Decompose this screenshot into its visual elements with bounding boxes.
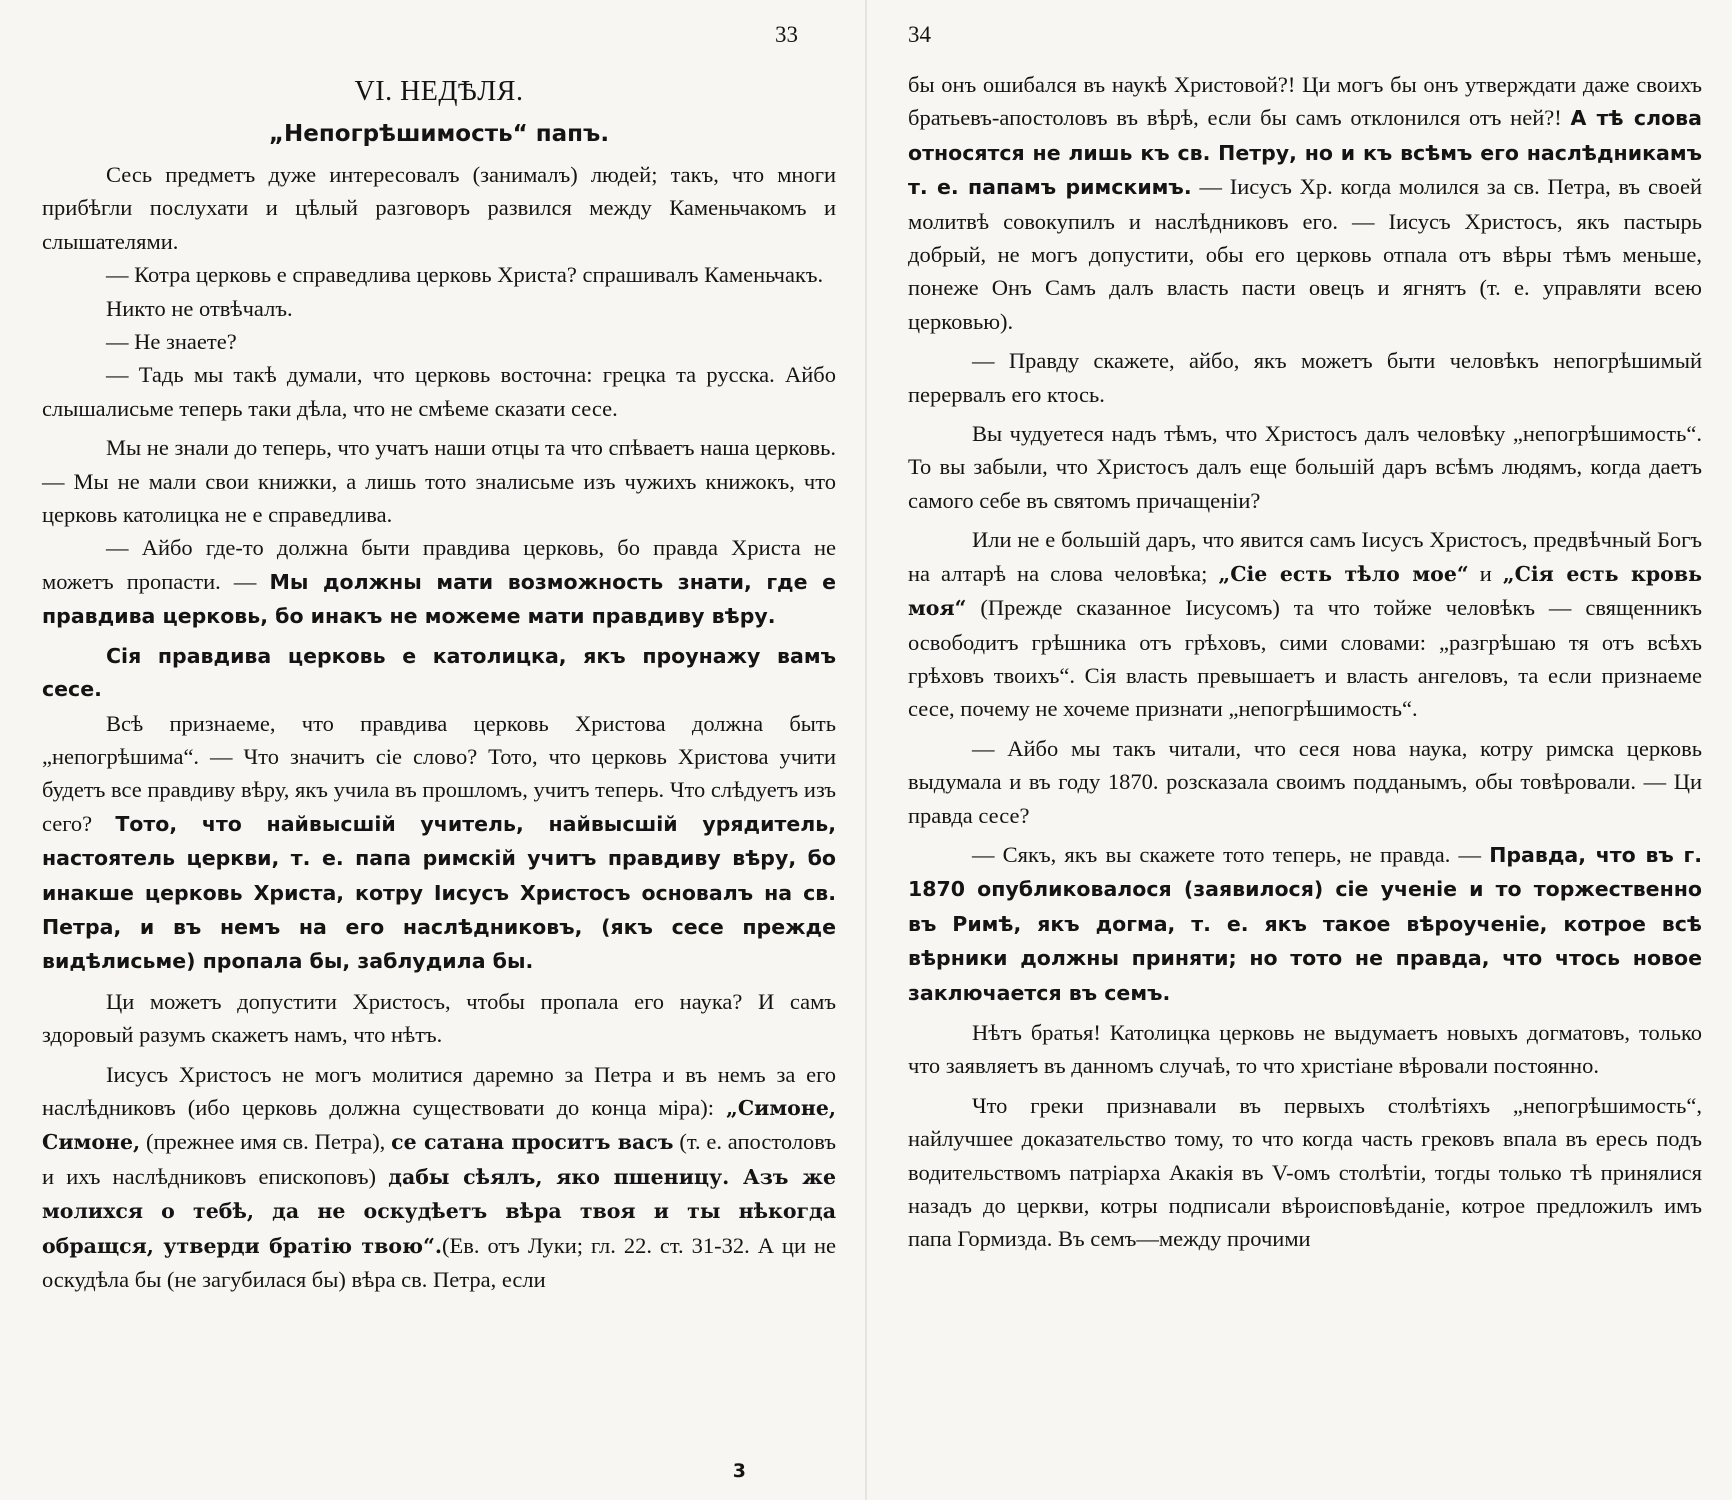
paragraph: Нѣтъ братья! Католицка церковь не выдумаетъ новыхъ догматовъ, только что заявляетъ въ данномъ случаѣ, то что христіане вѣровали постоянно. [908,1019,1702,1079]
text-run: (прежнее имя св. Петра), [146,1129,386,1155]
bold-text-run: Тото, что найвысшій учитель, найвысшій урядитель, настоятель церкви, т. е. папа римскій учитъ правдиву вѣру, бо инакше церковь Христа, котру Іисусъ Христосъ основалъ на св. Петра, и въ немъ на его наслѣдниковъ, (якъ сесе прежде видѣлисьме) пропала бы, заблудила бы. [42,811,836,974]
text-run: Іисусъ Христосъ не могъ молитися даремно за Петра и въ немъ за его наслѣдниковъ (ибо церковь должна существовати до конца міра): [42,1061,836,1120]
bold-text-run: А тѣ слова относятся не лишь къ св. Петру, но и къ всѣмъ его наслѣдникамъ т. е. папамъ римскимъ. [908,106,1702,200]
signature-mark: 3 [732,1460,746,1482]
paragraph: — Айбо мы такъ читали, что сеся нова наука, котру римска церковь выдумала и въ году 1870. розсказала своимъ подданымъ, обы товѣровали. — Ци правда сесе? [908,735,1702,828]
paragraph [908,68,1702,338]
paragraph [42,531,836,633]
paragraph: Что греки признавали въ первыхъ столѣтіяхъ „непогрѣшимость“, найлучшее доказательство тому, то что когда часть грековъ впала въ ересь подъ водительствомъ патріарха Акакія въ V-омъ столѣтіи, тогды только тѣ принялися назадъ до церкви, котры подписали вѣроисповѣданіе, котрое предложилъ имъ папа Гормизда. Въ семъ—между прочими [908,1092,1702,1252]
text-run: (Прежде сказанное Іисусомъ) та что тойже человѣкъ — священникъ освободитъ грѣшника отъ грѣховъ, сими словами: „разгрѣшаю тя отъ всѣхъ грѣховъ твоихъ“. Сія власть превышаетъ и власть ангеловъ, та если признаеме сесе, почему не хочеме признати „непогрѣшимость“. [908,595,1703,722]
paragraph: Вы чудуетеся надъ тѣмъ, что Христосъ далъ человѣку „непогрѣшимость“. То вы забыли, что Христосъ далъ еще большій даръ всѣмъ людямъ, когда даетъ самого себе въ святомъ причащеніи? [908,421,1702,513]
church-slavonic-quote: се сатана проситъ васъ [391,1130,674,1155]
paragraph: Мы не знали до теперь, что учатъ наши отцы та что спѣваетъ наша церковь. — Мы не мали свои книжки, а лишь тото зналисьме изъ чужихъ книжокъ, что церковь католицка не е справедлива. [42,435,836,528]
paragraph: — Правду скажете, айбо, якъ можетъ быти человѣкъ непогрѣшимый перервалъ его ктось. [908,348,1702,407]
paragraph [908,523,1702,725]
page-number: 34 [908,22,931,47]
paragraph: Сесь предметъ дуже интересовалъ (занималъ) людей; такъ, что многи прибѣгли послухати и цѣлый разговоръ развился между Каменьчакомъ и слышателями. [42,162,836,254]
paragraph: — Тадь мы такѣ думали, что церковь восточна: грецка та русска. Айбо слышалисьме теперь таки дѣла, что не смѣеме сказати сесе. [42,362,836,421]
text-run: — Сякъ, якъ вы скажете тото теперь, не правда. — [972,841,1482,867]
text-run: (Ев. отъ Луки; гл. 22. ст. 31-32. А ци не оскудѣла бы (не загубилася бы) вѣра св. Петра, если [42,1232,836,1292]
chapter-subheading: „Непогрѣшимость“ папъ. [268,121,610,147]
paragraph: Никто не отвѣчалъ. [106,295,293,321]
bold-paragraph: Сія правдива церковь е католицка, якъ проунажу вамъ сесе. [42,643,836,702]
paragraph [908,838,1702,1010]
right-page [866,0,1732,1500]
text-run: Или не е большій даръ, что явится самъ Іисусъ Христосъ, предвѣчный Богъ на алтарѣ на слова человѣка; [908,527,1702,586]
paragraph: — Не знаете? [106,329,237,355]
church-slavonic-quote: дабы сѣялъ, яко пшеницу. Азъ же молихся о тебѣ, да не оскудѣетъ вѣра твоя и ты нѣкогда обращся, утверди братію твою“. [42,1164,836,1258]
text-run: Всѣ признаеме, что правдива церковь Христова должна быть „непогрѣшима“. — Что значитъ сіе слово? Тото, что церковь Христова учити будетъ все правдиву вѣру, якъ учила въ прошломъ, учитъ теперь. Что слѣдуетъ изъ сего? [42,710,836,836]
text-run: (т. е. апостоловъ и ихъ наслѣдниковъ епископовъ) [42,1129,837,1189]
paragraph [42,707,836,979]
bold-text-run: Мы должны мати возможность знати, где е правдива церковь, бо инакъ не можеме мати правдиву вѣру. [42,569,837,629]
page-number: 33 [775,22,798,47]
paragraph: — Котра церковь е справедлива церковь Христа? спрашивалъ Каменьчакъ. [106,262,824,288]
paragraph [42,1058,836,1297]
text-run: и [1479,560,1492,586]
text-run: — Іисусъ Хр. когда молился за св. Петра, въ своей молитвѣ совокупилъ и наслѣдниковъ его. — Іисусъ Христосъ, якъ пастырь добрый, не могъ допустити, обы его церковь отпала отъ вѣры тѣмъ меньше, понеже Онъ Самъ далъ власть пасти овецъ и ягнятъ (т. е. управляти всею церковью). [908,174,1703,334]
chapter-heading: VI. НЕДѢЛЯ. [354,76,524,107]
bold-text-run: Правда, что въ г. 1870 опубликовалося (заявилося) сіе ученіе и то торжественно въ Римѣ, якъ догма, т. е. якъ такое вѣроученіе, котрое всѣ вѣрники должны приняти; но тото не правда, что чтось новое заключается въ семъ. [908,842,1702,1005]
church-slavonic-quote: „Сія есть кровь моя“ [908,561,1703,621]
paragraph: Ци можетъ допустити Христосъ, чтобы пропала его наука? И самъ здоровый разумъ скажетъ намъ, что нѣтъ. [42,988,836,1048]
text-run: бы онъ ошибался въ наукѣ Христовой?! Ци могъ бы онъ утверждати даже своихъ братьевъ-апостоловъ въ вѣрѣ, если бы самъ отклонился отъ ней?! [908,72,1702,131]
church-slavonic-quote: „Сіе есть тѣло мое“ [1218,561,1469,586]
text-run: — Айбо где-то должна быти правдива церковь, бо правда Христа не можетъ пропасти. — [42,535,836,594]
church-slavonic-quote: „Симоне, Симоне, [42,1095,837,1155]
